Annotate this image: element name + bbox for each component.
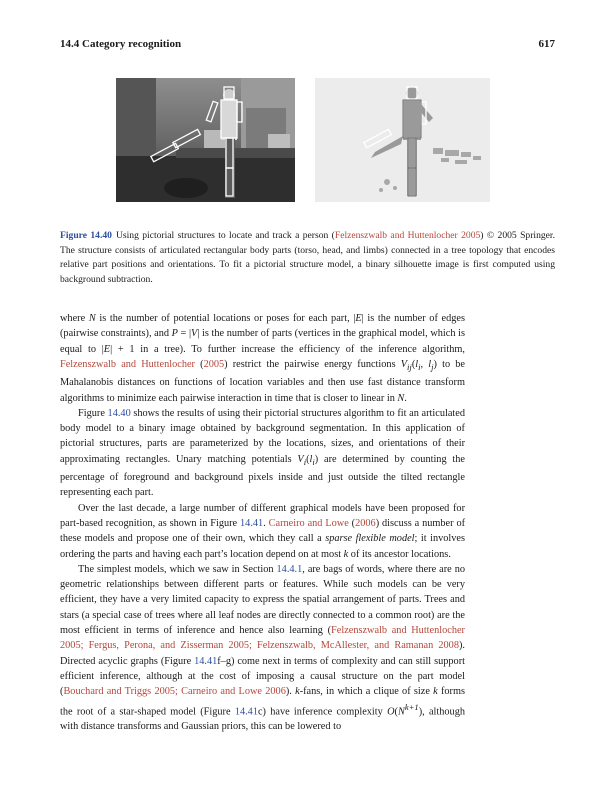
citation-link[interactable]: Felzenszwalb and Huttenlocher: [60, 358, 195, 370]
figure-reference-link[interactable]: 14.41: [234, 705, 258, 717]
citation-link[interactable]: 2006: [355, 517, 376, 529]
section-title: 14.4 Category recognition: [60, 38, 182, 50]
paragraph: Figure 14.40 shows the results of using their pictorial structures algorithm to fit an articulated body model to a binary image obtained by background segmentation. In this application of pictorial structures, parts are parameterized by the locations, sizes, and orientations of their approximating rectangles. Unary matching potentials $V_i(l_i)$ are determined by counting the percentage of foreground and background pixels inside and just outside the tilted rectangle representing each part.: [60, 407, 465, 499]
figure-caption: Figure 14.40 Using pictorial structures to locate and track a person (Felzenszwalb and Huttenlocher 2005) © 2005 Springer. The structure consists of articulated rectangular body parts (torso, head, and limbs) connected in a tree topology that encodes relative part positions and orientations. To fit a pictorial structure model, a binary silhouette image is first computed using background subtraction.: [60, 230, 555, 285]
running-header: [60, 38, 555, 54]
figure-reference-link[interactable]: 14.41: [240, 517, 264, 529]
section-reference-link[interactable]: 14.4.1: [276, 563, 303, 575]
page-number: 617: [538, 38, 555, 50]
figure-reference-link[interactable]: 14.40: [107, 407, 131, 419]
body-text: [60, 311, 465, 735]
citation-link[interactable]: Bouchard and Triggs 2005; Carneiro and Lowe 2006: [63, 686, 286, 698]
silhouette-image: [315, 78, 490, 202]
citation-link[interactable]: Felzenszwalb and Huttenlocher 2005: [334, 230, 481, 241]
figure-reference-link[interactable]: 14.41: [194, 655, 218, 667]
copyright-symbol: ©: [486, 230, 495, 241]
tracking-photo: [116, 78, 295, 202]
citation-link[interactable]: 2005: [203, 358, 225, 370]
paragraph: The simplest models, which we saw in Section 14.4.1, are bags of words, where there are no geometric relationships between different parts or features. While such models can be very efficient, they have a very limited capacity to express the spatial arrangement of parts. Trees and stars (a special case of trees where all leaf nodes are directly connected to a common root) are the most efficient in terms of inference and hence also learning (Felzenszwalb and Huttenlocher 2005; Fergus, Perona, and Zisserman 2005; Felzenszwalb, McAllester, and Ramanan 2008). Directed acyclic graphs (Figure 14.41f–g) come next in terms of complexity and can still support efficient inference, although at the cost of imposing a causal structure on the part model (Bouchard and Triggs 2005; Carneiro and Lowe 2006). k-fans, in which a clique of size k forms the root of a star-shaped model (Figure 14.41c) have inference complexity $O(N^{k+1})$, although with distance transforms and Gaussian priors, this can be lowered to: [60, 563, 465, 733]
citation-link[interactable]: Carneiro and Lowe: [268, 517, 349, 529]
paragraph: where N is the number of potential locations or poses for each part, |E| is the number of edges (pairwise constraints), and P = |V| is the number of parts (vertices in the graphical model, which is equal to |E| + 1 in a tree). To further increase the efficiency of the inference algorithm, Felzenszwalb and Huttenlocher (2005) restrict the pairwise energy functions $V_{ij}(l_i$, $l_j$) to be Mahalanobis distances on functions of location variables and then use fast distance transform algorithms to minimize each pairwise interaction in time that is closer to linear in N.: [60, 313, 466, 404]
citation-link[interactable]: Felzenszwalb and Huttenlocher 2005; Fergus, Perona, and Zisserman 2005; Felzenszwalb, McAllester, and Ramanan 2008: [60, 625, 465, 652]
paragraph: Over the last decade, a large number of different graphical models have been proposed for part-based recognition, as shown in Figure 14.41. Carneiro and Lowe (2006) discuss a number of these models and propose one of their own, which they call a sparse flexible model; it involves ordering the parts and having each part’s location depend on at most k of its ancestor locations.: [60, 502, 466, 560]
figure-label: Figure 14.40: [60, 230, 112, 241]
